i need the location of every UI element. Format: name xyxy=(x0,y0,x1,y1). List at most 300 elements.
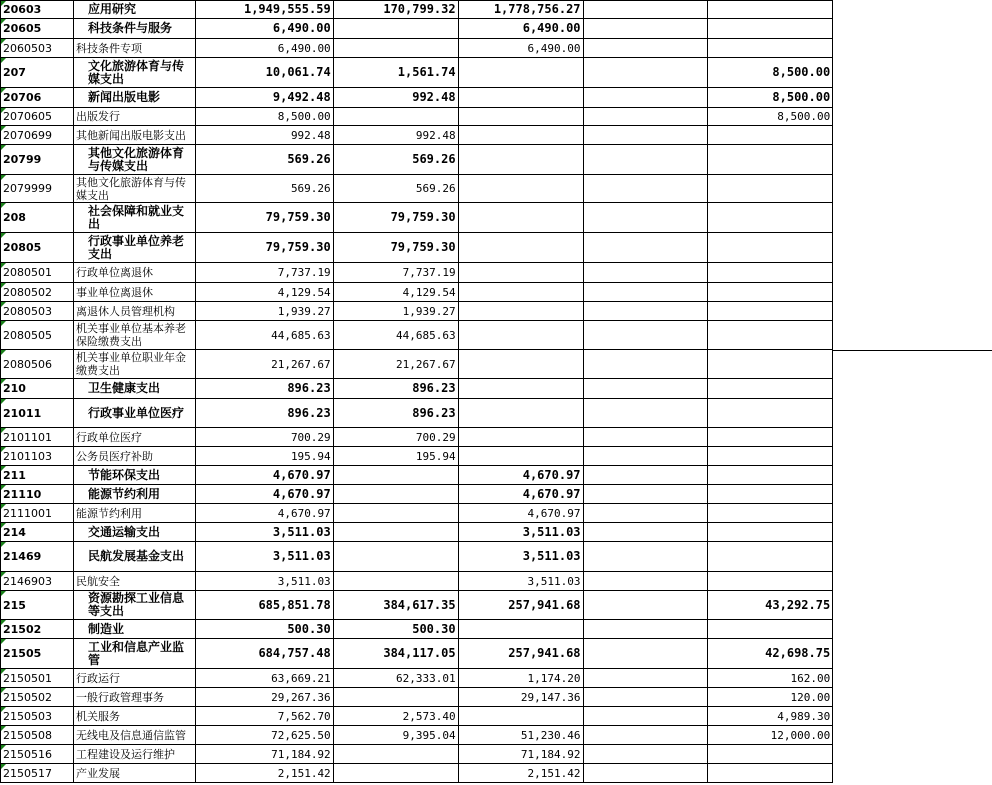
cell-code[interactable]: 2080502 xyxy=(1,283,74,302)
cell-basic[interactable]: 384,117.05 xyxy=(333,639,458,669)
cell-blank[interactable] xyxy=(583,203,708,233)
cell-total[interactable]: 6,490.00 xyxy=(195,19,333,39)
cell-spacer[interactable] xyxy=(833,707,992,726)
cell-spacer[interactable] xyxy=(833,620,992,639)
cell-name[interactable]: 行政单位离退休 xyxy=(73,263,195,283)
cell-blank[interactable] xyxy=(583,447,708,466)
cell-basic[interactable]: 384,617.35 xyxy=(333,591,458,620)
cell-spacer[interactable] xyxy=(833,1,992,19)
cell-name[interactable]: 应用研究 xyxy=(73,1,195,19)
cell-other[interactable] xyxy=(708,39,833,58)
cell-total[interactable]: 569.26 xyxy=(195,175,333,203)
cell-other[interactable] xyxy=(708,145,833,175)
cell-spacer[interactable] xyxy=(833,58,992,88)
cell-other[interactable]: 8,500.00 xyxy=(708,108,833,126)
cell-project[interactable]: 1,778,756.27 xyxy=(458,1,583,19)
cell-name[interactable]: 行政事业单位养老支出 xyxy=(73,233,195,263)
cell-blank[interactable] xyxy=(583,523,708,542)
cell-total[interactable]: 71,184.92 xyxy=(195,745,333,764)
cell-code[interactable]: 20605 xyxy=(1,19,74,39)
cell-other[interactable] xyxy=(708,321,833,350)
cell-blank[interactable] xyxy=(583,572,708,591)
cell-other[interactable] xyxy=(708,764,833,783)
cell-total[interactable]: 700.29 xyxy=(195,428,333,447)
cell-spacer[interactable] xyxy=(833,504,992,523)
cell-spacer[interactable] xyxy=(833,669,992,688)
cell-name[interactable]: 民航安全 xyxy=(73,572,195,591)
cell-other[interactable] xyxy=(708,485,833,504)
cell-blank[interactable] xyxy=(583,88,708,108)
cell-other[interactable] xyxy=(708,379,833,399)
cell-code[interactable]: 2060503 xyxy=(1,39,74,58)
cell-basic[interactable]: 79,759.30 xyxy=(333,203,458,233)
cell-name[interactable]: 行政事业单位医疗 xyxy=(73,399,195,428)
cell-other[interactable] xyxy=(708,466,833,485)
cell-project[interactable] xyxy=(458,447,583,466)
cell-spacer[interactable] xyxy=(833,203,992,233)
table-row xyxy=(1,466,992,485)
cell-spacer[interactable] xyxy=(833,126,992,145)
cell-other[interactable]: 162.00 xyxy=(708,669,833,688)
cell-total[interactable]: 569.26 xyxy=(195,145,333,175)
cell-total[interactable]: 2,151.42 xyxy=(195,764,333,783)
cell-other[interactable] xyxy=(708,447,833,466)
cell-project[interactable] xyxy=(458,379,583,399)
cell-name[interactable]: 节能环保支出 xyxy=(73,466,195,485)
cell-basic[interactable] xyxy=(333,485,458,504)
cell-other[interactable] xyxy=(708,19,833,39)
cell-total[interactable]: 685,851.78 xyxy=(195,591,333,620)
cell-project[interactable] xyxy=(458,58,583,88)
cell-code[interactable]: 2101101 xyxy=(1,428,74,447)
cell-code[interactable]: 2111001 xyxy=(1,504,74,523)
cell-name[interactable]: 机关事业单位基本养老保险缴费支出 xyxy=(73,321,195,350)
cell-name[interactable]: 其他新闻出版电影支出 xyxy=(73,126,195,145)
cell-total[interactable]: 79,759.30 xyxy=(195,203,333,233)
cell-project[interactable]: 6,490.00 xyxy=(458,39,583,58)
cell-project[interactable]: 3,511.03 xyxy=(458,572,583,591)
cell-total[interactable]: 1,949,555.59 xyxy=(195,1,333,19)
cell-basic[interactable]: 9,395.04 xyxy=(333,726,458,745)
cell-basic[interactable] xyxy=(333,688,458,707)
cell-blank[interactable] xyxy=(583,302,708,321)
cell-project[interactable] xyxy=(458,321,583,350)
cell-blank[interactable] xyxy=(583,233,708,263)
cell-project[interactable] xyxy=(458,620,583,639)
cell-spacer[interactable] xyxy=(833,726,992,745)
cell-code[interactable]: 2070605 xyxy=(1,108,74,126)
cell-blank[interactable] xyxy=(583,428,708,447)
cell-project[interactable] xyxy=(458,88,583,108)
cell-name[interactable]: 科技条件专项 xyxy=(73,39,195,58)
cell-other[interactable] xyxy=(708,399,833,428)
cell-name[interactable]: 行政单位医疗 xyxy=(73,428,195,447)
cell-name[interactable]: 能源节约利用 xyxy=(73,485,195,504)
cell-blank[interactable] xyxy=(583,542,708,572)
cell-spacer[interactable] xyxy=(833,542,992,572)
cell-basic[interactable] xyxy=(333,572,458,591)
cell-total[interactable]: 72,625.50 xyxy=(195,726,333,745)
cell-spacer[interactable] xyxy=(833,88,992,108)
cell-code[interactable]: 2070699 xyxy=(1,126,74,145)
cell-basic[interactable] xyxy=(333,19,458,39)
cell-code[interactable]: 2080506 xyxy=(1,350,74,379)
table-row xyxy=(1,58,992,88)
cell-name[interactable]: 出版发行 xyxy=(73,108,195,126)
cell-other[interactable]: 8,500.00 xyxy=(708,58,833,88)
cell-name[interactable]: 离退休人员管理机构 xyxy=(73,302,195,321)
cell-project[interactable] xyxy=(458,302,583,321)
cell-blank[interactable] xyxy=(583,707,708,726)
cell-total[interactable]: 21,267.67 xyxy=(195,350,333,379)
cell-basic[interactable] xyxy=(333,523,458,542)
cell-spacer[interactable] xyxy=(833,379,992,399)
cell-basic[interactable]: 1,939.27 xyxy=(333,302,458,321)
cell-total[interactable]: 3,511.03 xyxy=(195,523,333,542)
table-row xyxy=(1,707,992,726)
cell-project[interactable]: 51,230.46 xyxy=(458,726,583,745)
cell-code[interactable]: 2080501 xyxy=(1,263,74,283)
cell-other[interactable] xyxy=(708,572,833,591)
cell-blank[interactable] xyxy=(583,726,708,745)
cell-basic[interactable]: 170,799.32 xyxy=(333,1,458,19)
cell-spacer[interactable] xyxy=(833,688,992,707)
cell-spacer[interactable] xyxy=(833,175,992,203)
cell-blank[interactable] xyxy=(583,58,708,88)
cell-other[interactable]: 43,292.75 xyxy=(708,591,833,620)
cell-total[interactable]: 9,492.48 xyxy=(195,88,333,108)
cell-basic[interactable]: 992.48 xyxy=(333,126,458,145)
cell-code[interactable]: 207 xyxy=(1,58,74,88)
cell-name[interactable]: 交通运输支出 xyxy=(73,523,195,542)
cell-spacer[interactable] xyxy=(833,350,992,379)
cell-basic[interactable]: 195.94 xyxy=(333,447,458,466)
cell-project[interactable]: 3,511.03 xyxy=(458,542,583,572)
cell-spacer[interactable] xyxy=(833,764,992,783)
cell-project[interactable] xyxy=(458,428,583,447)
cell-code[interactable]: 20603 xyxy=(1,1,74,19)
cell-name[interactable]: 一般行政管理事务 xyxy=(73,688,195,707)
cell-project[interactable] xyxy=(458,283,583,302)
cell-basic[interactable]: 1,561.74 xyxy=(333,58,458,88)
cell-blank[interactable] xyxy=(583,321,708,350)
cell-project[interactable]: 257,941.68 xyxy=(458,591,583,620)
cell-spacer[interactable] xyxy=(833,39,992,58)
cell-other[interactable] xyxy=(708,233,833,263)
cell-blank[interactable] xyxy=(583,591,708,620)
cell-project[interactable]: 29,147.36 xyxy=(458,688,583,707)
cell-project[interactable] xyxy=(458,350,583,379)
table-row xyxy=(1,726,992,745)
cell-code[interactable]: 20706 xyxy=(1,88,74,108)
cell-basic[interactable]: 21,267.67 xyxy=(333,350,458,379)
table-row xyxy=(1,591,992,620)
cell-name[interactable]: 资源勘探工业信息等支出 xyxy=(73,591,195,620)
table-row xyxy=(1,504,992,523)
cell-blank[interactable] xyxy=(583,379,708,399)
cell-blank[interactable] xyxy=(583,350,708,379)
cell-total[interactable]: 500.30 xyxy=(195,620,333,639)
cell-code[interactable]: 2150501 xyxy=(1,669,74,688)
cell-blank[interactable] xyxy=(583,485,708,504)
cell-basic[interactable]: 569.26 xyxy=(333,175,458,203)
cell-blank[interactable] xyxy=(583,126,708,145)
cell-project[interactable]: 4,670.97 xyxy=(458,504,583,523)
cell-code[interactable]: 210 xyxy=(1,379,74,399)
cell-total[interactable]: 3,511.03 xyxy=(195,542,333,572)
cell-spacer[interactable] xyxy=(833,302,992,321)
cell-spacer[interactable] xyxy=(833,263,992,283)
cell-spacer[interactable] xyxy=(833,639,992,669)
cell-name[interactable]: 工业和信息产业监管 xyxy=(73,639,195,669)
cell-project[interactable]: 3,511.03 xyxy=(458,523,583,542)
cell-name[interactable]: 卫生健康支出 xyxy=(73,379,195,399)
cell-code[interactable]: 2150503 xyxy=(1,707,74,726)
cell-name[interactable]: 其他文化旅游体育与传媒支出 xyxy=(73,175,195,203)
cell-total[interactable]: 6,490.00 xyxy=(195,39,333,58)
cell-blank[interactable] xyxy=(583,1,708,19)
cell-name[interactable]: 新闻出版电影 xyxy=(73,88,195,108)
cell-total[interactable]: 79,759.30 xyxy=(195,233,333,263)
cell-basic[interactable]: 2,573.40 xyxy=(333,707,458,726)
cell-code[interactable]: 2101103 xyxy=(1,447,74,466)
cell-code[interactable]: 211 xyxy=(1,466,74,485)
cell-code[interactable]: 21502 xyxy=(1,620,74,639)
cell-name[interactable]: 事业单位离退休 xyxy=(73,283,195,302)
cell-spacer[interactable] xyxy=(833,466,992,485)
cell-name[interactable]: 制造业 xyxy=(73,620,195,639)
cell-basic[interactable] xyxy=(333,504,458,523)
cell-other[interactable] xyxy=(708,175,833,203)
table-row xyxy=(1,1,992,19)
cell-other[interactable] xyxy=(708,428,833,447)
cell-other[interactable] xyxy=(708,302,833,321)
cell-name[interactable]: 产业发展 xyxy=(73,764,195,783)
cell-total[interactable]: 44,685.63 xyxy=(195,321,333,350)
cell-project[interactable]: 4,670.97 xyxy=(458,466,583,485)
cell-spacer[interactable] xyxy=(833,591,992,620)
cell-other[interactable] xyxy=(708,263,833,283)
cell-spacer[interactable] xyxy=(833,745,992,764)
cell-blank[interactable] xyxy=(583,620,708,639)
cell-blank[interactable] xyxy=(583,504,708,523)
cell-blank[interactable] xyxy=(583,263,708,283)
table-row xyxy=(1,669,992,688)
cell-spacer[interactable] xyxy=(833,428,992,447)
cell-code[interactable]: 2150517 xyxy=(1,764,74,783)
cell-code[interactable]: 2150508 xyxy=(1,726,74,745)
cell-blank[interactable] xyxy=(583,399,708,428)
cell-name[interactable]: 公务员医疗补助 xyxy=(73,447,195,466)
cell-total[interactable]: 195.94 xyxy=(195,447,333,466)
cell-total[interactable]: 1,939.27 xyxy=(195,302,333,321)
cell-total[interactable]: 4,670.97 xyxy=(195,504,333,523)
cell-spacer[interactable] xyxy=(833,283,992,302)
cell-basic[interactable]: 992.48 xyxy=(333,88,458,108)
cell-name[interactable]: 无线电及信息通信监管 xyxy=(73,726,195,745)
cell-other[interactable]: 12,000.00 xyxy=(708,726,833,745)
cell-total[interactable]: 896.23 xyxy=(195,399,333,428)
table-row xyxy=(1,447,992,466)
cell-basic[interactable]: 62,333.01 xyxy=(333,669,458,688)
cell-other[interactable] xyxy=(708,620,833,639)
cell-blank[interactable] xyxy=(583,669,708,688)
cell-spacer[interactable] xyxy=(833,19,992,39)
cell-spacer[interactable] xyxy=(833,321,992,350)
table-row xyxy=(1,175,992,203)
cell-spacer[interactable] xyxy=(833,447,992,466)
cell-project[interactable] xyxy=(458,175,583,203)
cell-basic[interactable]: 500.30 xyxy=(333,620,458,639)
cell-total[interactable]: 4,129.54 xyxy=(195,283,333,302)
cell-code[interactable]: 21469 xyxy=(1,542,74,572)
cell-basic[interactable] xyxy=(333,745,458,764)
cell-basic[interactable]: 79,759.30 xyxy=(333,233,458,263)
table-row xyxy=(1,620,992,639)
cell-name[interactable]: 文化旅游体育与传媒支出 xyxy=(73,58,195,88)
cell-project[interactable] xyxy=(458,203,583,233)
cell-other[interactable]: 42,698.75 xyxy=(708,639,833,669)
cell-basic[interactable]: 44,685.63 xyxy=(333,321,458,350)
cell-blank[interactable] xyxy=(583,764,708,783)
cell-other[interactable] xyxy=(708,745,833,764)
cell-project[interactable] xyxy=(458,145,583,175)
cell-name[interactable]: 社会保障和就业支出 xyxy=(73,203,195,233)
cell-other[interactable] xyxy=(708,523,833,542)
cell-project[interactable] xyxy=(458,707,583,726)
cell-project[interactable] xyxy=(458,263,583,283)
cell-name[interactable]: 机关事业单位职业年金缴费支出 xyxy=(73,350,195,379)
cell-other[interactable] xyxy=(708,1,833,19)
cell-other[interactable] xyxy=(708,283,833,302)
cell-code[interactable]: 21505 xyxy=(1,639,74,669)
cell-name[interactable]: 其他文化旅游体育与传媒支出 xyxy=(73,145,195,175)
cell-basic[interactable] xyxy=(333,466,458,485)
cell-basic[interactable] xyxy=(333,542,458,572)
cell-total[interactable]: 63,669.21 xyxy=(195,669,333,688)
cell-blank[interactable] xyxy=(583,688,708,707)
cell-spacer[interactable] xyxy=(833,233,992,263)
cell-code[interactable]: 2080505 xyxy=(1,321,74,350)
cell-total[interactable]: 992.48 xyxy=(195,126,333,145)
cell-blank[interactable] xyxy=(583,283,708,302)
cell-total[interactable]: 4,670.97 xyxy=(195,485,333,504)
cell-code[interactable]: 2079999 xyxy=(1,175,74,203)
table-row xyxy=(1,263,992,283)
cell-basic[interactable]: 700.29 xyxy=(333,428,458,447)
cell-project[interactable]: 1,174.20 xyxy=(458,669,583,688)
cell-other[interactable]: 8,500.00 xyxy=(708,88,833,108)
cell-total[interactable]: 684,757.48 xyxy=(195,639,333,669)
cell-project[interactable] xyxy=(458,399,583,428)
cell-basic[interactable]: 896.23 xyxy=(333,379,458,399)
cell-spacer[interactable] xyxy=(833,572,992,591)
cell-other[interactable]: 4,989.30 xyxy=(708,707,833,726)
cell-code[interactable]: 2150502 xyxy=(1,688,74,707)
cell-code[interactable]: 2146903 xyxy=(1,572,74,591)
cell-blank[interactable] xyxy=(583,639,708,669)
cell-blank[interactable] xyxy=(583,39,708,58)
table-row xyxy=(1,145,992,175)
cell-project[interactable]: 4,670.97 xyxy=(458,485,583,504)
cell-basic[interactable] xyxy=(333,39,458,58)
table-row xyxy=(1,108,992,126)
cell-code[interactable]: 2150516 xyxy=(1,745,74,764)
cell-basic[interactable] xyxy=(333,764,458,783)
table-row xyxy=(1,764,992,783)
table-row xyxy=(1,302,992,321)
cell-name[interactable]: 科技条件与服务 xyxy=(73,19,195,39)
cell-code[interactable]: 20799 xyxy=(1,145,74,175)
cell-other[interactable] xyxy=(708,203,833,233)
cell-blank[interactable] xyxy=(583,108,708,126)
cell-blank[interactable] xyxy=(583,466,708,485)
cell-blank[interactable] xyxy=(583,145,708,175)
cell-total[interactable]: 896.23 xyxy=(195,379,333,399)
cell-name[interactable]: 机关服务 xyxy=(73,707,195,726)
cell-code[interactable]: 2080503 xyxy=(1,302,74,321)
cell-basic[interactable]: 569.26 xyxy=(333,145,458,175)
table-row xyxy=(1,379,992,399)
cell-total[interactable]: 29,267.36 xyxy=(195,688,333,707)
cell-total[interactable]: 10,061.74 xyxy=(195,58,333,88)
cell-total[interactable]: 3,511.03 xyxy=(195,572,333,591)
cell-project[interactable]: 257,941.68 xyxy=(458,639,583,669)
cell-basic[interactable]: 896.23 xyxy=(333,399,458,428)
cell-project[interactable] xyxy=(458,108,583,126)
cell-blank[interactable] xyxy=(583,19,708,39)
cell-other[interactable] xyxy=(708,350,833,379)
cell-name[interactable]: 行政运行 xyxy=(73,669,195,688)
table-row xyxy=(1,126,992,145)
cell-code[interactable]: 215 xyxy=(1,591,74,620)
cell-basic[interactable]: 7,737.19 xyxy=(333,263,458,283)
cell-code[interactable]: 214 xyxy=(1,523,74,542)
table-row xyxy=(1,88,992,108)
cell-name[interactable]: 工程建设及运行维护 xyxy=(73,745,195,764)
cell-name[interactable]: 能源节约利用 xyxy=(73,504,195,523)
cell-project[interactable]: 6,490.00 xyxy=(458,19,583,39)
cell-code[interactable]: 21110 xyxy=(1,485,74,504)
cell-basic[interactable] xyxy=(333,108,458,126)
cell-other[interactable] xyxy=(708,542,833,572)
cell-other[interactable] xyxy=(708,504,833,523)
cell-name[interactable]: 民航发展基金支出 xyxy=(73,542,195,572)
cell-other[interactable] xyxy=(708,126,833,145)
cell-spacer[interactable] xyxy=(833,523,992,542)
cell-project[interactable]: 2,151.42 xyxy=(458,764,583,783)
cell-total[interactable]: 7,737.19 xyxy=(195,263,333,283)
cell-code[interactable]: 21011 xyxy=(1,399,74,428)
cell-other[interactable]: 120.00 xyxy=(708,688,833,707)
cell-blank[interactable] xyxy=(583,175,708,203)
cell-total[interactable]: 4,670.97 xyxy=(195,466,333,485)
cell-blank[interactable] xyxy=(583,745,708,764)
cell-code[interactable]: 208 xyxy=(1,203,74,233)
cell-spacer[interactable] xyxy=(833,485,992,504)
cell-total[interactable]: 7,562.70 xyxy=(195,707,333,726)
cell-code[interactable]: 20805 xyxy=(1,233,74,263)
cell-spacer[interactable] xyxy=(833,145,992,175)
cell-total[interactable]: 8,500.00 xyxy=(195,108,333,126)
cell-project[interactable] xyxy=(458,233,583,263)
table-row xyxy=(1,542,992,572)
cell-project[interactable]: 71,184.92 xyxy=(458,745,583,764)
cell-spacer[interactable] xyxy=(833,399,992,428)
cell-project[interactable] xyxy=(458,126,583,145)
cell-basic[interactable]: 4,129.54 xyxy=(333,283,458,302)
cell-spacer[interactable] xyxy=(833,108,992,126)
